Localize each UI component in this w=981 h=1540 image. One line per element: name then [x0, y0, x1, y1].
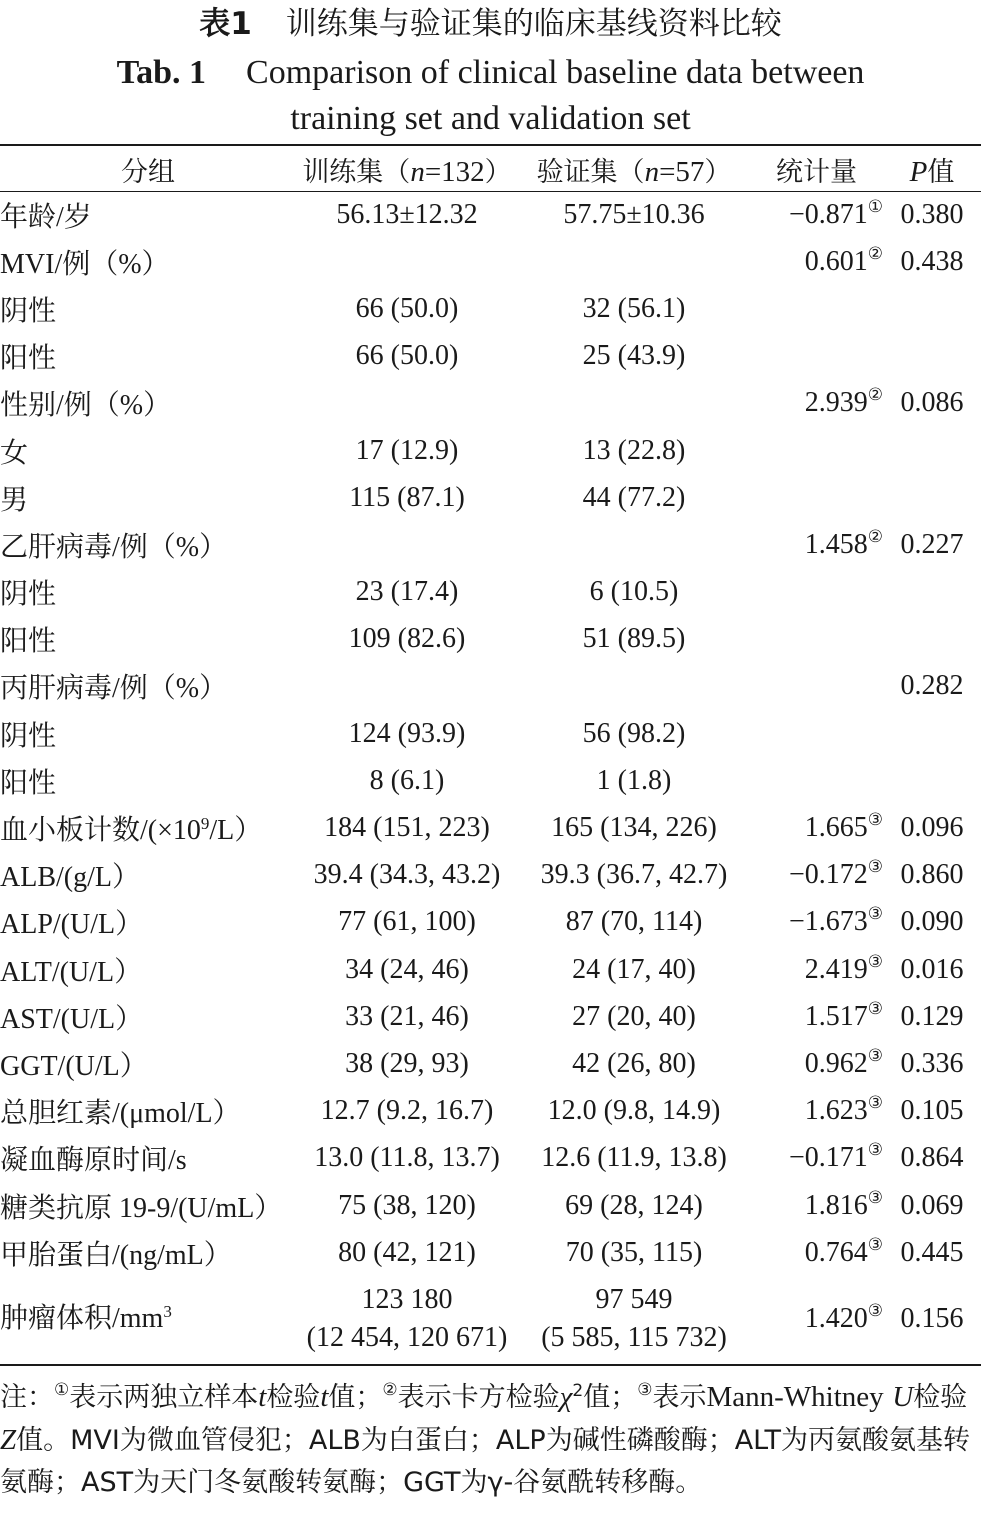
row-label [0, 663, 296, 710]
p-value: 0.438 [900, 245, 964, 277]
validation-value: 27 (20, 40) [572, 1000, 696, 1032]
validation-value: 51 (89.5) [582, 623, 686, 655]
statistic-value [750, 191, 883, 238]
row-label-text: 性别/例（%） [0, 390, 172, 422]
table-row [0, 427, 981, 474]
training-value: 39.4 (34.3, 43.2) [313, 859, 501, 891]
training-value: 80 (42, 121) [338, 1236, 476, 1268]
row-label-text: 糖类抗原 19-9/(U/mL） [0, 1192, 283, 1224]
p-value [883, 285, 981, 332]
statistic-value [750, 804, 883, 851]
test-marker: ③ [867, 1140, 883, 1160]
row-label [0, 191, 296, 238]
row-label [0, 285, 296, 332]
header-validation-set: 验证集（n=57） [536, 155, 732, 188]
table-caption-en-line2: training set and validation set [290, 100, 691, 137]
training-value: 75 (38, 120) [338, 1189, 476, 1221]
statistic-value [750, 663, 883, 710]
row-label-text: 阳性 [0, 626, 57, 658]
statistic-number: 1.623 [804, 1095, 868, 1127]
row-label [0, 899, 296, 946]
statistic-value [750, 757, 883, 804]
training-value: 12.7 (9.2, 16.7) [320, 1095, 494, 1127]
row-label-text: AST/(U/L） [0, 1003, 144, 1035]
row-label [0, 757, 296, 804]
validation-value: 24 (17, 40) [572, 953, 696, 985]
table-top-rule [0, 144, 981, 146]
test-marker: ② [867, 243, 883, 263]
table-row [0, 569, 981, 616]
statistic-value [750, 710, 883, 757]
table-row [0, 616, 981, 663]
statistic-number: −0.171 [788, 1142, 868, 1174]
table-header-row [0, 147, 981, 191]
validation-value: 44 (77.2) [582, 481, 686, 513]
p-value [883, 616, 981, 663]
statistic-value [750, 285, 883, 332]
training-value: 33 (21, 46) [345, 1000, 469, 1032]
statistic-number: 2.419 [804, 953, 868, 985]
statistic-number: 0.962 [804, 1047, 868, 1079]
validation-value-line2: (5 585, 115 732) [541, 1322, 727, 1354]
row-label [0, 427, 296, 474]
row-label-text: MVI/例（%） [0, 248, 170, 280]
training-value: 184 (151, 223) [324, 812, 490, 844]
test-marker: ③ [867, 1045, 883, 1065]
p-value: 0.156 [900, 1303, 964, 1335]
header-group: 分组 [121, 156, 175, 188]
statistic-value [750, 427, 883, 474]
p-value: 0.129 [900, 1000, 964, 1032]
table-row [0, 946, 981, 993]
training-value [296, 521, 518, 568]
validation-value [518, 663, 750, 710]
validation-value: 32 (56.1) [582, 292, 686, 324]
p-value: 0.227 [900, 528, 964, 560]
statistic-value [750, 616, 883, 663]
row-label-text: ALP/(U/L） [0, 909, 144, 941]
table-row [0, 1135, 981, 1182]
baseline-table [0, 147, 981, 1362]
test-marker: ③ [867, 1093, 883, 1113]
row-label [0, 569, 296, 616]
validation-value: 42 (26, 80) [572, 1047, 696, 1079]
training-value-line2: (12 454, 120 671) [306, 1322, 508, 1354]
row-label [0, 1276, 296, 1362]
training-value: 124 (93.9) [348, 717, 466, 749]
training-value [296, 1276, 518, 1362]
statistic-number: −0.172 [788, 859, 868, 891]
validation-value: 70 (35, 115) [565, 1236, 703, 1268]
p-value: 0.864 [900, 1142, 964, 1174]
test-marker: ① [867, 196, 883, 216]
table-bottom-rule [0, 1364, 981, 1366]
validation-value: 39.3 (36.7, 42.7) [540, 859, 728, 891]
training-value-line1: 123 180 [361, 1284, 453, 1316]
table-row [0, 521, 981, 568]
test-marker: ③ [867, 1301, 883, 1321]
p-value: 0.090 [900, 906, 964, 938]
table-label-cn: 表1 [199, 6, 252, 42]
row-label [0, 993, 296, 1040]
p-value: 0.380 [900, 198, 964, 230]
row-label-text: 女 [0, 437, 29, 469]
statistic-number: 1.517 [804, 1000, 868, 1032]
statistic-value [750, 521, 883, 568]
statistic-value [750, 1040, 883, 1087]
validation-value-line1: 97 549 [595, 1284, 673, 1316]
validation-value: 69 (28, 124) [565, 1189, 703, 1221]
statistic-number: 1.420 [804, 1303, 868, 1335]
table-title-cn [0, 4, 981, 44]
validation-value [518, 238, 750, 285]
p-value: 0.445 [900, 1236, 964, 1268]
row-label [0, 1088, 296, 1135]
statistic-number: 0.764 [804, 1236, 868, 1268]
p-value: 0.282 [900, 670, 964, 702]
statistic-value [750, 380, 883, 427]
row-label-text: 阳性 [0, 767, 57, 799]
validation-value [518, 521, 750, 568]
statistic-number: 2.939 [804, 387, 868, 419]
row-label [0, 333, 296, 380]
row-label-text: 年龄/岁 [0, 201, 92, 233]
training-value: 66 (50.0) [355, 340, 459, 372]
table-caption-en-line1: Comparison of clinical baseline data between [246, 54, 865, 91]
row-label [0, 1135, 296, 1182]
training-value [296, 238, 518, 285]
row-label-text: 总胆红素/(μmol/L） [0, 1098, 241, 1130]
table-row-tumor-volume [0, 1276, 981, 1362]
table-row [0, 852, 981, 899]
p-value [883, 569, 981, 616]
training-value: 13.0 (11.8, 13.7) [314, 1142, 500, 1174]
table-row [0, 474, 981, 521]
row-label-text: 乙肝病毒/例（%） [0, 531, 228, 563]
training-value [296, 380, 518, 427]
row-label [0, 1229, 296, 1276]
table-footnote: 注：①表示两独立样本t检验t值；②表示卡方检验$\chi^2$值；③表示Mann-Whitney U检验Z值。MVI为微血管侵犯；ALB为白蛋白；ALP为碱性磷酸酶；ALT为丙氨酸氨基转氨酶；AST为天门冬氨酸转氨酶；GGT为γ-谷氨酰转移酶。 [0, 1380, 970, 1498]
row-label [0, 804, 296, 851]
row-label-text: 阳性 [0, 343, 57, 375]
validation-value: 165 (134, 226) [551, 812, 717, 844]
header-statistic: 统计量 [776, 156, 857, 188]
header-p-value: P值 [909, 155, 955, 188]
statistic-value [750, 946, 883, 993]
p-value [883, 757, 981, 804]
p-value: 0.016 [900, 953, 964, 985]
validation-value: 13 (22.8) [582, 434, 686, 466]
table-row [0, 993, 981, 1040]
training-value: 8 (6.1) [369, 764, 445, 796]
test-marker: ③ [867, 951, 883, 971]
table-row [0, 1182, 981, 1229]
table-title-en [0, 50, 981, 142]
table-row [0, 757, 981, 804]
statistic-number: −0.871 [788, 198, 868, 230]
statistic-number: 1.665 [804, 812, 868, 844]
row-label [0, 474, 296, 521]
p-value: 0.105 [900, 1095, 964, 1127]
training-value: 109 (82.6) [348, 623, 466, 655]
training-value: 115 (87.1) [349, 481, 465, 513]
p-value [883, 474, 981, 521]
p-value: 0.860 [900, 859, 964, 891]
row-label-text: 凝血酶原时间/s [0, 1145, 187, 1177]
row-label-tail: /L） [209, 815, 263, 847]
statistic-value [750, 1182, 883, 1229]
table-row [0, 1040, 981, 1087]
row-label [0, 616, 296, 663]
statistic-number: 1.816 [804, 1189, 868, 1221]
training-value: 17 (12.9) [355, 434, 459, 466]
row-label [0, 946, 296, 993]
statistic-value [750, 1088, 883, 1135]
table-row [0, 333, 981, 380]
p-value: 0.096 [900, 812, 964, 844]
table-row [0, 380, 981, 427]
table-row [0, 899, 981, 946]
training-value [296, 663, 518, 710]
statistic-value [750, 569, 883, 616]
row-label [0, 710, 296, 757]
validation-value: 25 (43.9) [582, 340, 686, 372]
test-marker: ③ [867, 1234, 883, 1254]
statistic-value [750, 852, 883, 899]
p-value: 0.086 [900, 387, 964, 419]
statistic-value [750, 238, 883, 285]
row-label-text: 男 [0, 484, 29, 516]
validation-value: 56 (98.2) [582, 717, 686, 749]
statistic-value [750, 993, 883, 1040]
table-row [0, 191, 981, 238]
table-row [0, 663, 981, 710]
table-label-en: Tab. 1 [116, 54, 207, 91]
test-marker: ③ [867, 1187, 883, 1207]
test-marker: ③ [867, 998, 883, 1018]
table-row [0, 238, 981, 285]
row-label-superscript: 9 [200, 814, 210, 834]
row-label [0, 238, 296, 285]
p-value [883, 333, 981, 380]
table-row [0, 1088, 981, 1135]
p-value [883, 710, 981, 757]
statistic-value [750, 1229, 883, 1276]
row-label-text: GGT/(U/L） [0, 1050, 148, 1082]
row-label-text: 血小板计数/(×10 [0, 815, 201, 847]
table-row [0, 710, 981, 757]
training-value: 66 (50.0) [355, 292, 459, 324]
training-value: 38 (29, 93) [345, 1047, 469, 1079]
test-marker: ③ [867, 810, 883, 830]
statistic-value [750, 899, 883, 946]
test-marker: ③ [867, 904, 883, 924]
table-row [0, 1229, 981, 1276]
row-label [0, 521, 296, 568]
row-label-text: 阴性 [0, 295, 57, 327]
p-value: 0.336 [900, 1047, 964, 1079]
training-value: 34 (24, 46) [345, 953, 469, 985]
validation-value: 87 (70, 114) [565, 906, 703, 938]
test-marker: ② [867, 385, 883, 405]
training-value: 56.13±12.32 [336, 198, 478, 230]
statistic-number: −1.673 [788, 906, 868, 938]
row-label [0, 380, 296, 427]
validation-value [518, 380, 750, 427]
statistic-value [750, 474, 883, 521]
statistic-value [750, 333, 883, 380]
statistic-value [750, 1135, 883, 1182]
statistic-value [750, 1276, 883, 1362]
statistic-number: 1.458 [804, 528, 868, 560]
validation-value: 6 (10.5) [589, 576, 679, 608]
validation-value: 12.0 (9.8, 14.9) [547, 1095, 721, 1127]
validation-value: 1 (1.8) [596, 764, 672, 796]
test-marker: ③ [867, 857, 883, 877]
table-row [0, 804, 981, 851]
p-value: 0.069 [900, 1189, 964, 1221]
row-label-text: 阴性 [0, 720, 57, 752]
training-value: 23 (17.4) [355, 576, 459, 608]
table-row [0, 285, 981, 332]
row-label [0, 1182, 296, 1229]
validation-value: 57.75±10.36 [563, 198, 705, 230]
row-label-text: 甲胎蛋白/(ng/mL） [0, 1239, 232, 1271]
row-label-text: 阴性 [0, 579, 57, 611]
validation-value: 12.6 (11.9, 13.8) [541, 1142, 727, 1174]
row-label [0, 1040, 296, 1087]
table-caption-cn: 训练集与验证集的临床基线资料比较 [285, 6, 782, 42]
header-training-set: 训练集（n=132） [302, 155, 512, 188]
p-value [883, 427, 981, 474]
row-label-text: 丙肝病毒/例（%） [0, 673, 228, 705]
row-label [0, 852, 296, 899]
statistic-number: 0.601 [804, 245, 868, 277]
row-label-text: ALT/(U/L） [0, 956, 143, 988]
test-marker: ② [867, 526, 883, 546]
row-label-text: 肿瘤体积/mm [0, 1303, 164, 1335]
row-label-superscript: 3 [163, 1302, 172, 1322]
row-label-text: ALB/(g/L） [0, 862, 140, 894]
training-value: 77 (61, 100) [338, 906, 476, 938]
validation-value [518, 1276, 750, 1362]
